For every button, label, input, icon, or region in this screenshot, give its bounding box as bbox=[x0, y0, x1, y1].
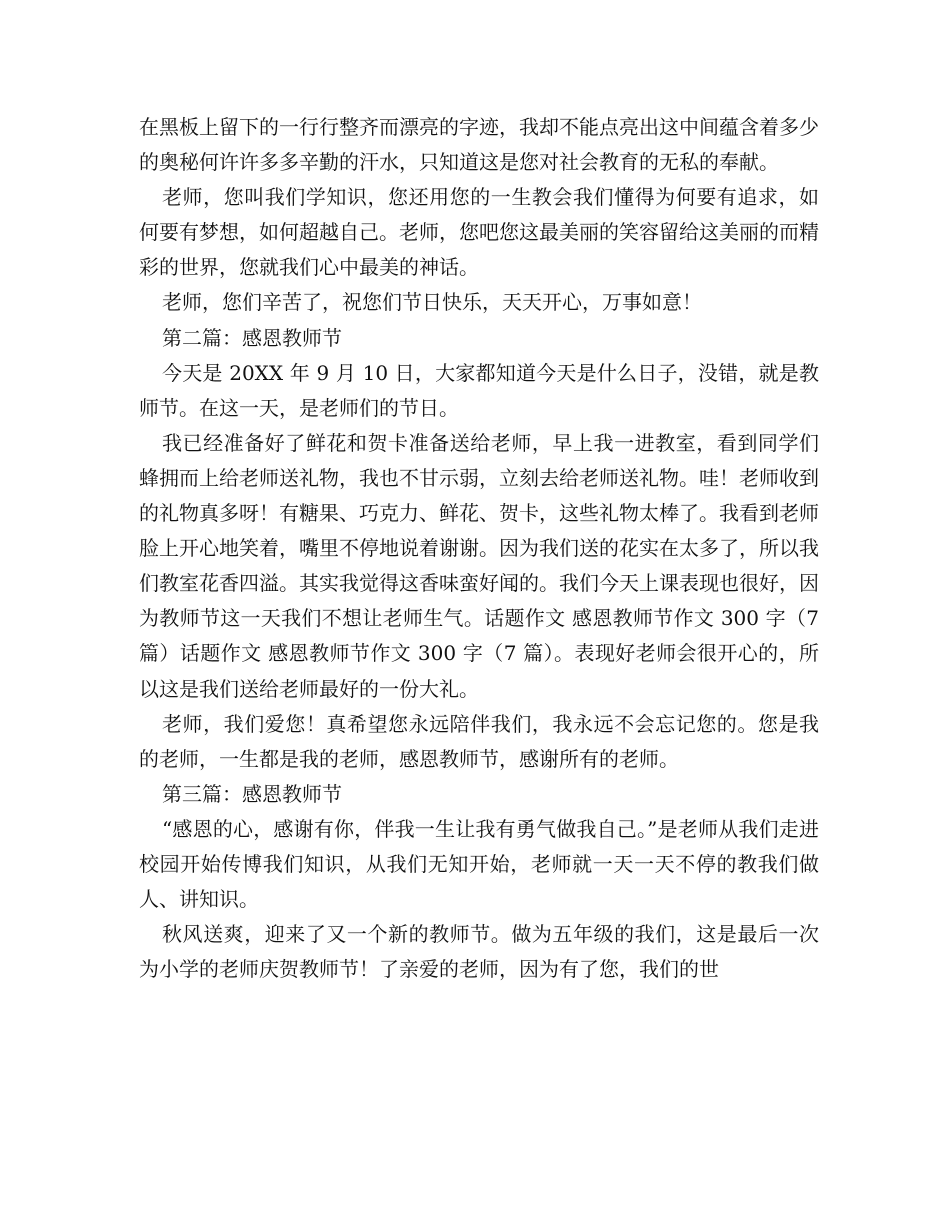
paragraph-6: 老师，我们爱您！真希望您永远陪伴我们，我永远不会忘记您的。您是我的老师，一生都是我的老师，感恩教师节，感谢所有的老师。 bbox=[139, 711, 819, 771]
document-body bbox=[139, 110, 819, 987]
section-heading-3: 第三篇：感恩教师节 bbox=[162, 781, 342, 806]
paragraph-8: 秋风送爽，迎来了又一个新的教师节。做为五年级的我们，这是最后一次为小学的老师庆贺教师节！了亲爱的老师，因为有了您，我们的世 bbox=[139, 922, 819, 982]
paragraph-5: 我已经准备好了鲜花和贺卡准备送给老师，早上我一进教室，看到同学们蜂拥而上给老师送礼物，我也不甘示弱，立刻去给老师送礼物。哇！老师收到的礼物真多呀！有糖果、巧克力、鲜花、贺卡，这些礼物太棒了。我看到老师脸上开心地笑着，嘴里不停地说着谢谢。因为我们送的花实在太多了，所以我们教室花香四溢。其实我觉得这香味蛮好闻的。我们今天上课表现也很好，因为教师节这一天我们不想让老师生气。话题作文 感恩教师节作文 300 字（7 篇）话题作文 感恩教师节作文 300 字（7 篇）。表现好老师会很开心的，所以这是我们送给老师最好的一份大礼。 bbox=[139, 430, 819, 701]
paragraph-2: 老师，您叫我们学知识，您还用您的一生教会我们懂得为何要有追求，如何要有梦想，如何超越自己。老师，您吧您这最美丽的笑容留给这美丽的而精彩的世界，您就我们心中最美的神话。 bbox=[139, 185, 819, 280]
paragraph-7: “感恩的心，感谢有你，伴我一生让我有勇气做我自己。”是老师从我们走进校园开始传博我们知识，从我们无知开始，老师就一天一天不停的教我们做人、讲知识。 bbox=[139, 816, 819, 912]
paragraph-1: 在黑板上留下的一行行整齐而漂亮的字迹，我却不能点亮出这中间蕴含着多少的奥秘何许许多多辛勤的汗水，只知道这是您对社会教育的无私的奉献。 bbox=[139, 115, 819, 175]
paragraph-4: 今天是 20XX 年 9 月 10 日，大家都知道今天是什么日子，没错，就是教师节。在这一天，是老师们的节日。 bbox=[139, 360, 819, 420]
section-heading-2: 第二篇：感恩教师节 bbox=[162, 325, 342, 350]
paragraph-3: 老师，您们辛苦了，祝您们节日快乐，天天开心，万事如意！ bbox=[162, 290, 702, 315]
